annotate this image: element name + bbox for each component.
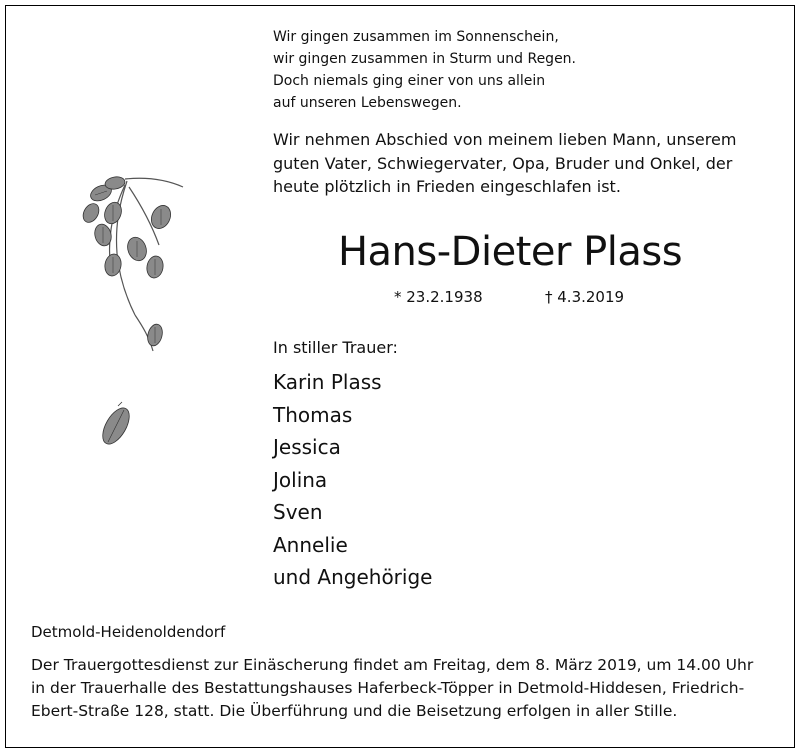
farewell-line: Wir nehmen Abschied von meinem lieben Mann, unserem (273, 130, 737, 149)
service-info (31, 654, 776, 723)
mourner-name: Karin Plass (273, 370, 382, 394)
farewell-line: heute plötzlich in Frieden eingeschlafen ist. (273, 177, 621, 196)
mourner-name: und Angehörige (273, 565, 433, 589)
birch-branch-icon (55, 165, 190, 365)
service-line: Der Trauergottesdienst zur Einäscherung findet am Freitag, dem 8. März 2019, um 14.00 Uhr (31, 656, 754, 674)
farewell-text (273, 128, 773, 199)
poem-line: Doch niemals ging einer von uns allein (273, 73, 546, 89)
death-date: † 4.3.2019 (545, 288, 625, 306)
poem (273, 26, 693, 114)
mourner-name: Thomas (273, 402, 353, 427)
mourner-name: Jolina (273, 467, 328, 492)
mourner-name: Jessica (273, 435, 341, 459)
poem-line: auf unseren Lebenswegen. (273, 95, 462, 111)
leaf-icon (96, 400, 136, 455)
mourners-list (273, 366, 432, 594)
birth-date: * 23.2.1938 (394, 288, 483, 306)
place-name: Detmold-Heidenoldendorf (31, 623, 226, 641)
mourner-name: Annelie (273, 532, 348, 557)
deceased-name: Hans-Dieter Plass (337, 229, 683, 275)
mourner-name: Sven (273, 500, 323, 524)
poem-line: Wir gingen zusammen im Sonnenschein, (273, 29, 559, 45)
mourning-label: In stiller Trauer: (273, 338, 398, 357)
service-line: in der Trauerhalle des Bestattungshauses Haferbeck-Töpper in Detmold-Hiddesen, Friedrich- (31, 679, 745, 697)
poem-line: wir gingen zusammen in Sturm und Regen. (273, 51, 577, 67)
farewell-line: guten Vater, Schwiegervater, Opa, Bruder und Onkel, der (273, 153, 733, 173)
service-line: Ebert-Straße 128, statt. Die Überführung und die Beisetzung erfolgen in aller Stille. (31, 702, 678, 720)
